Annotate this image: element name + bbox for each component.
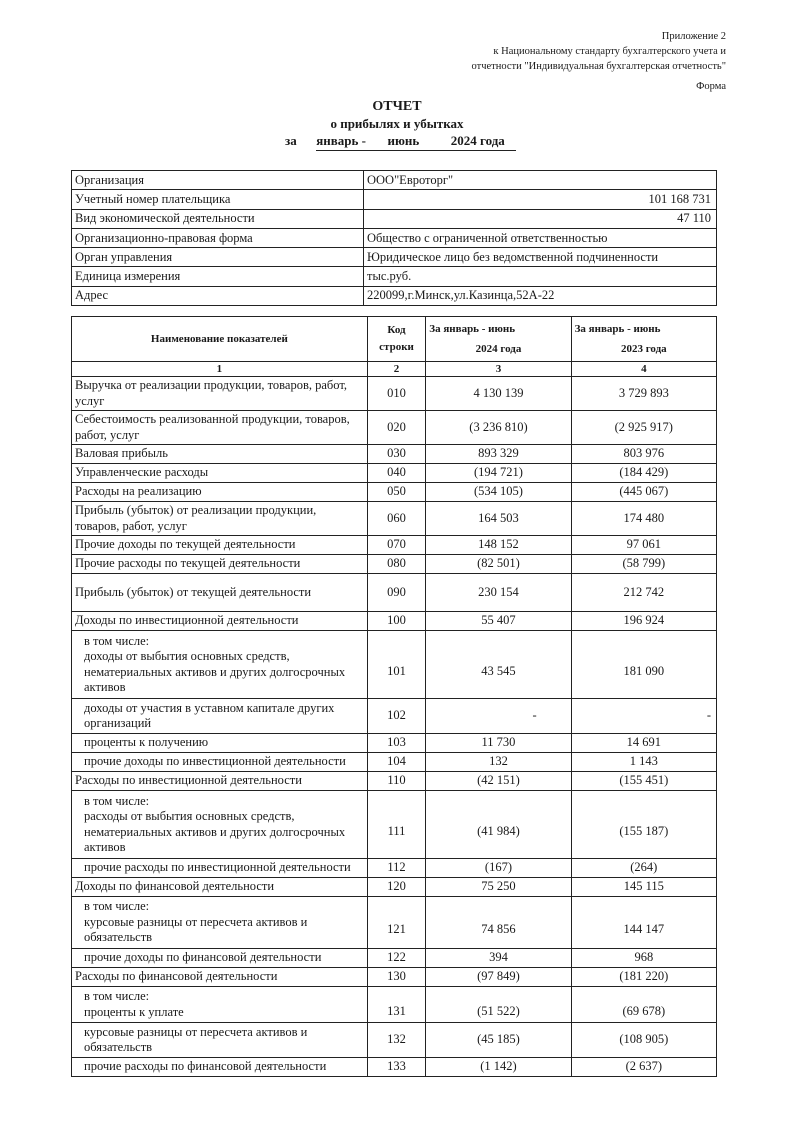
table-row	[72, 411, 717, 445]
prior-period-value: 1 143	[571, 753, 716, 772]
indicator-name	[72, 555, 368, 574]
row-code: 080	[367, 555, 426, 574]
prior-period-value: 14 691	[571, 734, 716, 753]
current-period-value: (41 984)	[426, 791, 571, 859]
row-code: 112	[367, 859, 426, 878]
row-code: 122	[367, 949, 426, 968]
table-row	[72, 878, 717, 897]
title-sub: о прибылях и убытках	[330, 116, 464, 131]
indicator-name	[72, 859, 368, 878]
period-value	[316, 133, 516, 151]
table-row	[72, 968, 717, 987]
indicator-name	[72, 897, 368, 949]
column-number-3: 3	[426, 362, 571, 377]
current-period-value: 75 250	[426, 878, 571, 897]
indicator-name	[72, 772, 368, 791]
indicator-name-text: Управленческие расходы	[75, 465, 209, 480]
header-prior-year: 2023 года	[620, 343, 667, 355]
indicator-name-text: в том числе:	[84, 899, 150, 914]
current-period-value: 164 503	[426, 502, 571, 536]
indicator-name	[72, 1023, 368, 1058]
row-code: 132	[367, 1023, 426, 1058]
appendix-line-3: отчетности "Индивидуальная бухгалтерская отчетность"	[471, 61, 726, 72]
prior-period-value: (58 799)	[571, 555, 716, 574]
indicator-name	[72, 987, 368, 1023]
title-main: ОТЧЕТ	[372, 99, 422, 114]
info-label: Вид экономической деятельности	[72, 209, 364, 228]
indicator-name-text: Себестоимость реализованной продукции, товаров, работ, услуг	[75, 412, 350, 442]
indicator-name	[72, 949, 368, 968]
row-code: 020	[367, 411, 426, 445]
row-code: 102	[367, 699, 426, 734]
indicator-name	[72, 631, 368, 699]
indicator-name	[72, 968, 368, 987]
info-value: Общество с ограниченной ответственностью	[364, 228, 717, 247]
prior-period-value: 3 729 893	[571, 377, 716, 411]
prior-period-value: 181 090	[571, 631, 716, 699]
column-number-1: 1	[72, 362, 368, 377]
column-number-row	[72, 362, 717, 377]
prior-period-value: (445 067)	[571, 483, 716, 502]
current-period-value: 893 329	[426, 445, 571, 464]
report-period	[285, 133, 516, 151]
current-period-value: 132	[426, 753, 571, 772]
row-code: 131	[367, 987, 426, 1023]
header-prior-period	[571, 317, 716, 362]
info-row	[72, 286, 717, 305]
prior-period-value: 144 147	[571, 897, 716, 949]
row-code: 050	[367, 483, 426, 502]
row-code: 111	[367, 791, 426, 859]
current-period-value: (82 501)	[426, 555, 571, 574]
appendix-form-label: Форма	[696, 81, 726, 92]
indicator-name	[72, 464, 368, 483]
prior-period-value: 968	[571, 949, 716, 968]
current-period-value: 43 545	[426, 631, 571, 699]
info-row	[72, 248, 717, 267]
table-row	[72, 987, 717, 1023]
current-period-value: (42 151)	[426, 772, 571, 791]
row-code: 104	[367, 753, 426, 772]
row-code: 040	[367, 464, 426, 483]
table-row	[72, 753, 717, 772]
current-period-value: 230 154	[426, 574, 571, 612]
indicator-name-text: Расходы по финансовой деятельности	[75, 969, 278, 984]
indicator-name-text: Прочие доходы по текущей деятельности	[75, 537, 296, 552]
current-period-value: (167)	[426, 859, 571, 878]
info-row	[72, 171, 717, 190]
current-period-value: 148 152	[426, 536, 571, 555]
indicator-name-text: Расходы по инвестиционной деятельности	[75, 773, 302, 788]
info-label: Адрес	[72, 286, 364, 305]
indicator-name	[72, 574, 368, 612]
current-period-value: (534 105)	[426, 483, 571, 502]
info-label: Единица измерения	[72, 267, 364, 286]
profit-loss-table	[71, 316, 717, 1077]
period-to: июнь	[387, 133, 420, 148]
row-code: 130	[367, 968, 426, 987]
prior-period-value: (69 678)	[571, 987, 716, 1023]
info-value: 47 110	[364, 209, 717, 228]
indicator-name	[72, 483, 368, 502]
row-code: 103	[367, 734, 426, 753]
prior-period-value: 196 924	[571, 612, 716, 631]
prior-period-value: (155 187)	[571, 791, 716, 859]
prior-period-value: (108 905)	[571, 1023, 716, 1058]
current-period-value: 11 730	[426, 734, 571, 753]
table-row	[72, 699, 717, 734]
report-title	[0, 98, 794, 132]
prior-period-value: 97 061	[571, 536, 716, 555]
current-period-value: (3 236 810)	[426, 411, 571, 445]
current-period-value: -	[426, 699, 571, 734]
row-code: 030	[367, 445, 426, 464]
column-number-2: 2	[367, 362, 426, 377]
header-current-period	[426, 317, 571, 362]
indicator-name-text: Выручка от реализации продукции, товаров, работ, услуг	[75, 378, 348, 408]
indicator-name-text: в том числе:	[84, 989, 150, 1003]
row-code: 010	[367, 377, 426, 411]
table-row	[72, 772, 717, 791]
table-row	[72, 949, 717, 968]
info-label: Учетный номер плательщика	[72, 190, 364, 209]
prior-period-value: (264)	[571, 859, 716, 878]
indicator-name	[72, 1058, 368, 1077]
table-row	[72, 734, 717, 753]
table-row	[72, 445, 717, 464]
table-row	[72, 631, 717, 699]
table-row	[72, 574, 717, 612]
header-current-year: 2024 года	[475, 343, 522, 355]
indicator-name	[72, 791, 368, 859]
table-row	[72, 859, 717, 878]
indicator-name-text: проценты к получению	[84, 735, 209, 750]
indicator-name	[72, 377, 368, 411]
table-row	[72, 377, 717, 411]
info-row	[72, 228, 717, 247]
current-period-value: 4 130 139	[426, 377, 571, 411]
info-label: Орган управления	[72, 248, 364, 267]
info-row	[72, 209, 717, 228]
table-row	[72, 464, 717, 483]
indicator-name-text: Расходы на реализацию	[75, 484, 202, 499]
period-prefix: за	[285, 133, 297, 148]
table-row	[72, 897, 717, 949]
indicator-name	[72, 536, 368, 555]
indicator-name	[72, 445, 368, 464]
indicator-name	[72, 878, 368, 897]
indicator-name	[72, 612, 368, 631]
indicator-name-text: Прибыль (убыток) от реализации продукции, товаров, работ, услуг	[75, 503, 317, 533]
indicator-name-text: прочие доходы по финансовой деятельности	[84, 950, 322, 965]
indicator-subname-text: доходы от выбытия основных средств, нематериальных активов и других долгосрочных активов	[84, 649, 346, 694]
appendix-line-2: к Национальному стандарту бухгалтерского учета и	[493, 46, 726, 57]
table-row	[72, 536, 717, 555]
indicator-name-text: Доходы по инвестиционной деятельности	[75, 613, 299, 628]
header-row-code: Код строки	[367, 317, 426, 362]
info-value: ООО"Евроторг"	[364, 171, 717, 190]
current-period-value: 74 856	[426, 897, 571, 949]
prior-period-value: 174 480	[571, 502, 716, 536]
indicator-name-text: Прибыль (убыток) от текущей деятельности	[75, 584, 312, 599]
row-code: 110	[367, 772, 426, 791]
indicator-name-text: прочие расходы по инвестиционной деятельности	[84, 860, 351, 875]
header-prior-period-label: За январь - июнь	[574, 323, 661, 335]
indicator-name-text: прочие доходы по инвестиционной деятельности	[84, 754, 346, 769]
current-period-value: 55 407	[426, 612, 571, 631]
column-number-4: 4	[571, 362, 716, 377]
indicator-name-text: в том числе:	[84, 633, 150, 648]
table-row	[72, 1058, 717, 1077]
prior-period-value: 212 742	[571, 574, 716, 612]
indicator-name	[72, 411, 368, 445]
header-indicator-name: Наименование показателей	[72, 317, 368, 362]
table-row	[72, 483, 717, 502]
current-period-value: 394	[426, 949, 571, 968]
current-period-value: (45 185)	[426, 1023, 571, 1058]
prior-period-value: (2 925 917)	[571, 411, 716, 445]
header-current-period-label: За январь - июнь	[429, 323, 516, 335]
indicator-name-text: Валовая прибыль	[75, 446, 168, 461]
period-from: январь -	[316, 133, 366, 148]
period-year: 2024 года	[450, 133, 505, 148]
prior-period-value: -	[571, 699, 716, 734]
prior-period-value: (155 451)	[571, 772, 716, 791]
organization-info-table	[71, 170, 717, 306]
appendix-line-1: Приложение 2	[661, 31, 726, 42]
current-period-value: (51 522)	[426, 987, 571, 1023]
info-value: 220099,г.Минск,ул.Казинца,52А-22	[364, 286, 717, 305]
info-value: тыс.руб.	[364, 267, 717, 286]
row-code: 070	[367, 536, 426, 555]
table-row	[72, 502, 717, 536]
indicator-name-text: Доходы по финансовой деятельности	[75, 879, 275, 894]
row-code: 090	[367, 574, 426, 612]
row-code: 121	[367, 897, 426, 949]
table-row	[72, 1023, 717, 1058]
indicator-name-text: в том числе:	[84, 793, 150, 808]
current-period-value: (194 721)	[426, 464, 571, 483]
info-row	[72, 190, 717, 209]
indicator-name	[72, 699, 368, 734]
table-row	[72, 791, 717, 859]
prior-period-value: (2 637)	[571, 1058, 716, 1077]
row-code: 101	[367, 631, 426, 699]
info-label: Организация	[72, 171, 364, 190]
table-row	[72, 555, 717, 574]
indicator-subname-text: курсовые разницы от пересчета активов и обязательств	[84, 914, 308, 945]
table-header-row	[72, 317, 717, 362]
table-row	[72, 612, 717, 631]
row-code: 100	[367, 612, 426, 631]
info-value: 101 168 731	[364, 190, 717, 209]
current-period-value: (1 142)	[426, 1058, 571, 1077]
info-label: Организационно-правовая форма	[72, 228, 364, 247]
prior-period-value: (181 220)	[571, 968, 716, 987]
prior-period-value: 803 976	[571, 445, 716, 464]
current-period-value: (97 849)	[426, 968, 571, 987]
prior-period-value: (184 429)	[571, 464, 716, 483]
indicator-name	[72, 502, 368, 536]
row-code: 060	[367, 502, 426, 536]
indicator-name-text: курсовые разницы от пересчета активов и обязательств	[84, 1024, 308, 1054]
prior-period-value: 145 115	[571, 878, 716, 897]
indicator-subname-text: расходы от выбытия основных средств, нематериальных активов и других долгосрочных активов	[84, 809, 346, 854]
indicator-name-text: прочие расходы по финансовой деятельности	[84, 1059, 327, 1074]
form-appendix-note	[472, 29, 727, 94]
info-row	[72, 267, 717, 286]
indicator-name	[72, 734, 368, 753]
info-value: Юридическое лицо без ведомственной подчиненности	[364, 248, 717, 267]
indicator-name	[72, 753, 368, 772]
row-code: 120	[367, 878, 426, 897]
indicator-name-text: доходы от участия в уставном капитале других организаций	[84, 700, 335, 730]
indicator-subname-text: проценты к уплате	[84, 1004, 184, 1019]
row-code: 133	[367, 1058, 426, 1077]
indicator-name-text: Прочие расходы по текущей деятельности	[75, 556, 301, 571]
